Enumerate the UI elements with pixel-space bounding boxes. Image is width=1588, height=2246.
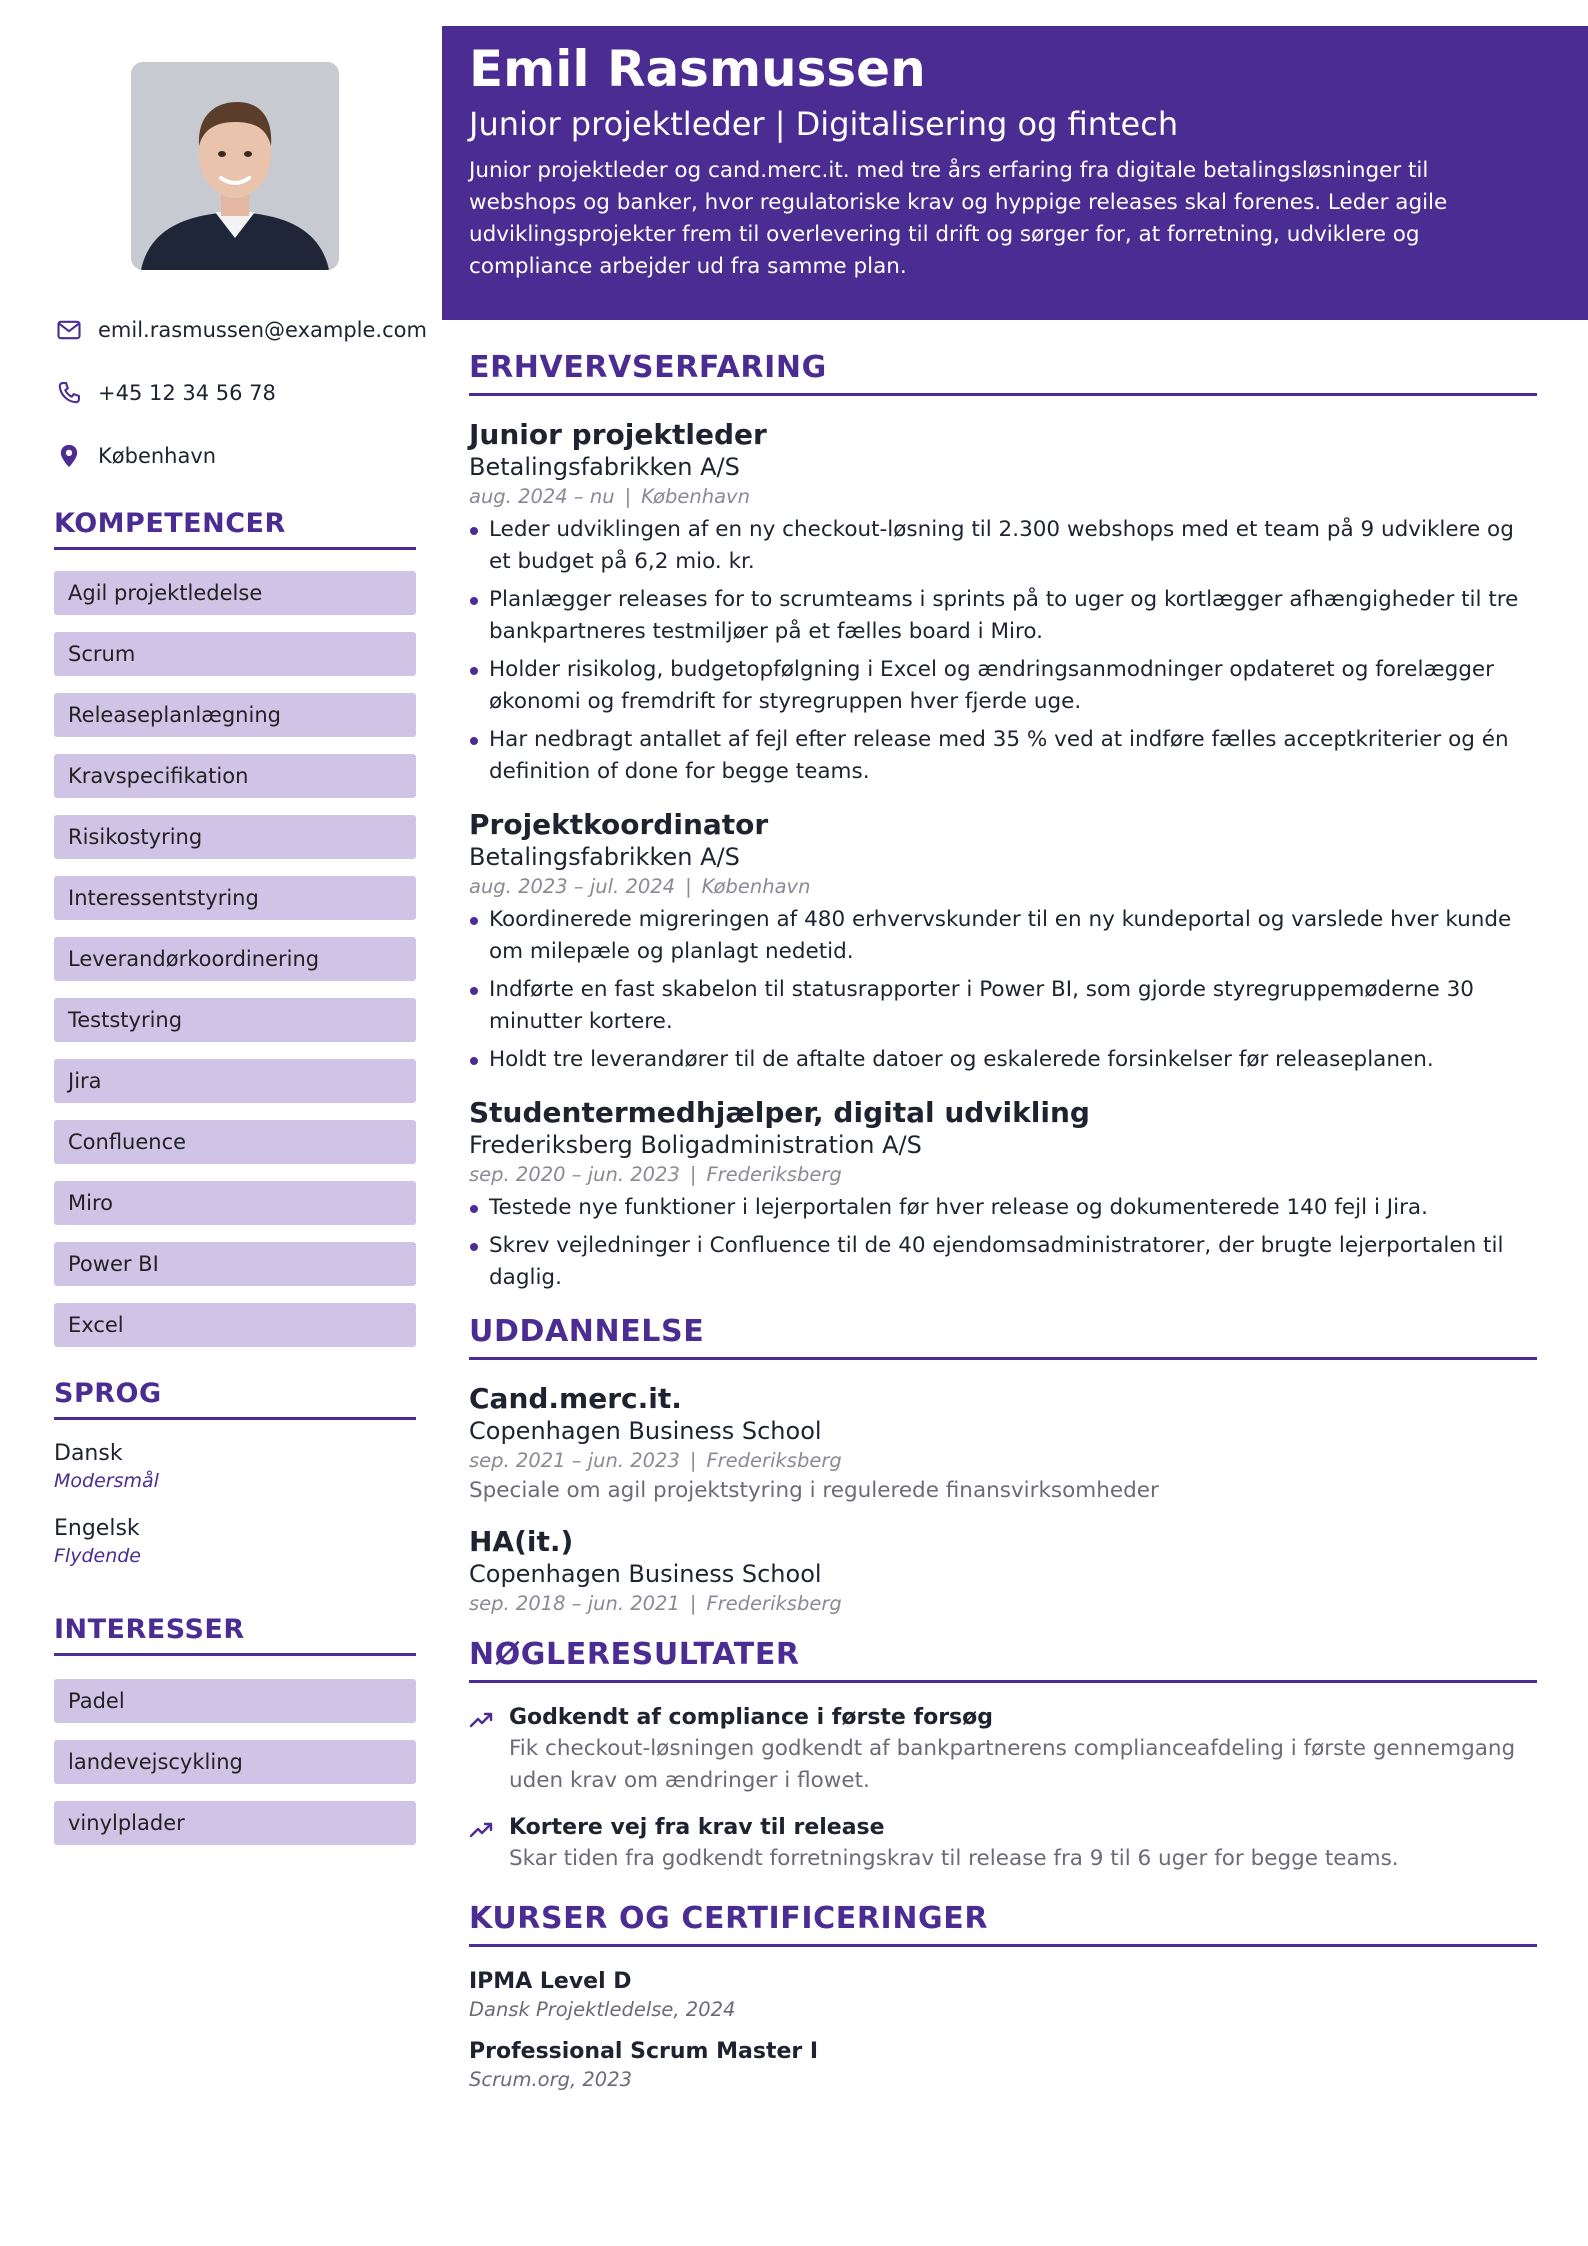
job-bullets [469, 904, 1537, 1076]
contact-email[interactable] [54, 312, 434, 348]
skill-chip: Risikostyring [54, 815, 416, 859]
job-role: Projektkoordinator [469, 808, 769, 841]
skills-heading: KOMPETENCER [54, 508, 416, 550]
job-role: Studentermedhjælper, digital udvikling [469, 1096, 1090, 1129]
profile-summary: Junior projektleder og cand.merc.it. med tre års erfaring fra digitale betalingsløsninger til webshops og banker, hvor regulatoriske krav og hyppige releases skal forenes. Leder agile udviklingsprojekter frem til overlevering til drift og sørger for, at forretning, udviklere og compliance arbejder ud fra samme plan. [469, 158, 1448, 279]
job-location: Frederiksberg [706, 1163, 842, 1186]
skill-chip: Power BI [54, 1242, 416, 1286]
job-dates: sep. 2020 – jun. 2023 [469, 1163, 680, 1186]
header-banner [442, 26, 1588, 320]
languages-heading: SPROG [54, 1378, 416, 1420]
results-section [469, 1637, 1537, 1875]
education-heading: UDDANNELSE [469, 1314, 1537, 1360]
meta-separator: | [624, 485, 632, 508]
job-bullet: Planlægger releases for to scrumteams i sprints på to uger og kortlægger afhængigheder til tre bankpartneres testmiljøer på et fælles board i Miro. [469, 584, 1519, 648]
mail-icon [54, 315, 84, 345]
phone-icon [54, 378, 84, 408]
skill-chip: Leverandørkoordinering [54, 937, 416, 981]
edu-description: Speciale om agil projektstyring i regulerede finansvirksomheder [469, 1478, 1159, 1503]
result-item [469, 1705, 1537, 1797]
skills-list [54, 571, 416, 1364]
job-dates: aug. 2024 – nu [469, 485, 615, 508]
edu-meta [469, 1592, 1537, 1615]
result-text: Fik checkout-løsningen godkendt af bankpartnerens complianceafdeling i første gennemgang uden krav om ændringer i flowet. [509, 1736, 1516, 1793]
candidate-headline: Junior projektleder | Digitalisering og fintech [469, 105, 1179, 143]
job-role: Junior projektleder [469, 418, 767, 451]
job-bullet: Holdt tre leverandører til de aftalte datoer og eskalerede forsinkelser før releaseplanen. [469, 1044, 1519, 1076]
skill-chip: Miro [54, 1181, 416, 1225]
contact-location [54, 438, 434, 474]
language-name: Dansk [54, 1441, 123, 1466]
job-company: Betalingsfabrikken A/S [469, 453, 740, 481]
course-meta: Dansk Projektledelse, 2024 [469, 1998, 736, 2021]
job-bullet: Holder risikolog, budgetopfølgning i Excel og ændringsanmodninger opdateret og forelægger økonomi og fremdrift for styregruppen hver fjerde uge. [469, 654, 1519, 718]
job-bullet: Har nedbragt antallet af fejl efter release med 35 % ved at indføre fælles acceptkriterier og én definition of done for begge teams. [469, 724, 1519, 788]
experience-item [469, 418, 1537, 788]
sidebar [0, 0, 440, 2246]
job-location: København [641, 485, 750, 508]
result-item [469, 1815, 1537, 1875]
meta-separator: | [685, 875, 692, 898]
phone-text: +45 12 34 56 78 [98, 381, 276, 405]
interest-chip: vinylplader [54, 1801, 416, 1845]
job-bullet: Testede nye funktioner i lejerportalen før hver release og dokumenterede 140 fejl i Jira. [469, 1192, 1519, 1224]
job-bullets [469, 514, 1537, 788]
course-item [469, 2039, 1537, 2091]
language-name: Engelsk [54, 1516, 140, 1541]
job-bullet: Koordinerede migreringen af 480 erhvervskunder til en ny kundeportal og varslede hver kunde om milepæle og planlagt nedetid. [469, 904, 1519, 968]
trending-up-icon [469, 1709, 495, 1731]
interests-list [54, 1679, 416, 1862]
skill-chip: Releaseplanlægning [54, 693, 416, 737]
language-item [54, 1516, 416, 1567]
edu-school: Copenhagen Business School [469, 1560, 822, 1588]
edu-degree: HA(it.) [469, 1525, 574, 1558]
result-title: Godkendt af compliance i første forsøg [509, 1705, 993, 1730]
course-meta: Scrum.org, 2023 [469, 2068, 633, 2091]
edu-school: Copenhagen Business School [469, 1417, 822, 1445]
job-company: Betalingsfabrikken A/S [469, 843, 740, 871]
skill-chip: Kravspecifikation [54, 754, 416, 798]
language-item [54, 1441, 416, 1492]
skill-chip: Jira [54, 1059, 416, 1103]
job-bullet: Skrev vejledninger i Confluence til de 40 ejendomsadministratorer, der brugte lejerportalen til daglig. [469, 1230, 1519, 1294]
edu-location: Frederiksberg [706, 1449, 842, 1472]
meta-separator: | [689, 1449, 697, 1472]
location-pin-icon [54, 441, 84, 471]
trending-up-icon [469, 1819, 495, 1841]
skill-chip: Scrum [54, 632, 416, 676]
location-text: København [98, 444, 217, 468]
skill-chip: Agil projektledelse [54, 571, 416, 615]
experience-item [469, 1096, 1537, 1294]
course-item [469, 1969, 1537, 2021]
skill-chip: Confluence [54, 1120, 416, 1164]
experience-list [469, 418, 1537, 1294]
result-text: Skar tiden fra godkendt forretningskrav til release fra 9 til 6 uger for begge teams. [509, 1846, 1399, 1871]
candidate-name: Emil Rasmussen [469, 40, 926, 98]
courses-heading: KURSER OG CERTIFICERINGER [469, 1901, 1537, 1947]
courses-list [469, 1969, 1537, 2091]
contact-phone[interactable] [54, 375, 434, 411]
skill-chip: Teststyring [54, 998, 416, 1042]
meta-separator: | [689, 1592, 697, 1615]
course-name: IPMA Level D [469, 1969, 632, 1994]
job-bullet: Indførte en fast skabelon til statusrapporter i Power BI, som gjorde styregruppemøderne 30 minutter kortere. [469, 974, 1519, 1038]
edu-dates: sep. 2021 – jun. 2023 [469, 1449, 680, 1472]
course-name: Professional Scrum Master I [469, 2039, 819, 2064]
education-item [469, 1382, 1537, 1503]
edu-degree: Cand.merc.it. [469, 1382, 682, 1415]
result-title: Kortere vej fra krav til release [509, 1815, 885, 1840]
interests-heading: INTERESSER [54, 1614, 416, 1656]
edu-dates: sep. 2018 – jun. 2021 [469, 1592, 680, 1615]
job-dates: aug. 2023 – jul. 2024 [469, 875, 676, 898]
language-level: Modersmål [54, 1470, 159, 1492]
job-meta [469, 875, 1537, 898]
main-content [469, 350, 1537, 2109]
job-company: Frederiksberg Boligadministration A/S [469, 1131, 922, 1159]
skill-chip: Excel [54, 1303, 416, 1347]
job-bullets [469, 1192, 1537, 1294]
profile-photo [131, 62, 339, 270]
skill-chip: Interessentstyring [54, 876, 416, 920]
education-section [469, 1314, 1537, 1615]
results-heading: NØGLERESULTATER [469, 1637, 1537, 1683]
job-location: København [701, 875, 811, 898]
profile-photo-illustration [131, 62, 339, 270]
job-meta [469, 485, 1537, 508]
job-bullet: Leder udviklingen af en ny checkout-løsning til 2.300 webshops med et team på 9 udviklere og et budget på 6,2 mio. kr. [469, 514, 1519, 578]
education-list [469, 1382, 1537, 1615]
job-meta [469, 1163, 1537, 1186]
meta-separator: | [689, 1163, 697, 1186]
email-text: emil.rasmussen@example.com [98, 318, 427, 342]
experience-item [469, 808, 1537, 1076]
interest-chip: landevejscykling [54, 1740, 416, 1784]
edu-location: Frederiksberg [706, 1592, 842, 1615]
interest-chip: Padel [54, 1679, 416, 1723]
experience-heading: ERHVERVSERFARING [469, 350, 1537, 396]
experience-section [469, 350, 1537, 1294]
edu-meta [469, 1449, 1537, 1472]
education-item [469, 1525, 1537, 1615]
results-list [469, 1705, 1537, 1875]
language-level: Flydende [54, 1545, 141, 1567]
courses-section [469, 1901, 1537, 2091]
